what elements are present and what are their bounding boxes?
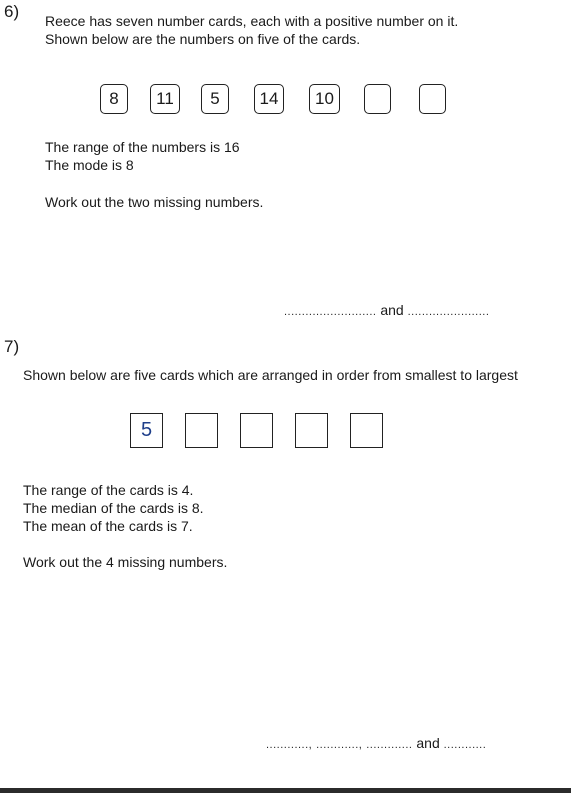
question-7-instruction: Work out the 4 missing numbers. bbox=[23, 554, 228, 570]
question-7-mean-statement: The mean of the cards is 7. bbox=[23, 518, 193, 534]
blank-number-card bbox=[295, 413, 328, 448]
question-7-median-statement: The median of the cards is 8. bbox=[23, 500, 204, 516]
answer-and-label: and bbox=[380, 302, 404, 318]
question-6-instruction: Work out the two missing numbers. bbox=[45, 194, 264, 210]
question-6-number: 6) bbox=[4, 2, 20, 21]
question-6-intro-line2: Shown below are the numbers on five of the cards. bbox=[45, 31, 361, 47]
question-7-range-statement: The range of the cards is 4. bbox=[23, 482, 194, 498]
question-6-range-statement: The range of the numbers is 16 bbox=[45, 139, 240, 155]
answer-blank[interactable]: ............, bbox=[266, 739, 313, 751]
number-card: 14 bbox=[254, 84, 284, 114]
number-card: 11 bbox=[150, 84, 180, 114]
question-7-intro: Shown below are five cards which are arranged in order from smallest to largest bbox=[23, 367, 518, 383]
blank-number-card bbox=[185, 413, 218, 448]
number-card: 5 bbox=[130, 413, 163, 448]
question-6-intro-line1: Reece has seven number cards, each with a positive number on it. bbox=[45, 13, 459, 29]
answer-blank[interactable]: ............, bbox=[316, 739, 363, 751]
question-6-mode-statement: The mode is 8 bbox=[45, 157, 134, 173]
question-6-answer-line bbox=[284, 301, 489, 321]
blank-number-card bbox=[364, 84, 391, 114]
answer-blank[interactable]: ............ bbox=[443, 739, 487, 751]
blank-number-card bbox=[419, 84, 446, 114]
answer-and-label: and bbox=[416, 735, 440, 751]
answer-blank[interactable]: ............. bbox=[366, 739, 413, 751]
question-7-answer-line bbox=[266, 734, 486, 754]
answer-blank[interactable]: ....................... bbox=[407, 306, 490, 318]
answer-blank[interactable]: .......................... bbox=[284, 306, 377, 318]
number-card: 8 bbox=[100, 84, 128, 114]
question-7-number: 7) bbox=[4, 337, 20, 356]
number-card: 10 bbox=[309, 84, 340, 114]
blank-number-card bbox=[240, 413, 273, 448]
blank-number-card bbox=[350, 413, 383, 448]
number-card: 5 bbox=[201, 84, 229, 114]
page-bottom-bar bbox=[0, 788, 571, 793]
